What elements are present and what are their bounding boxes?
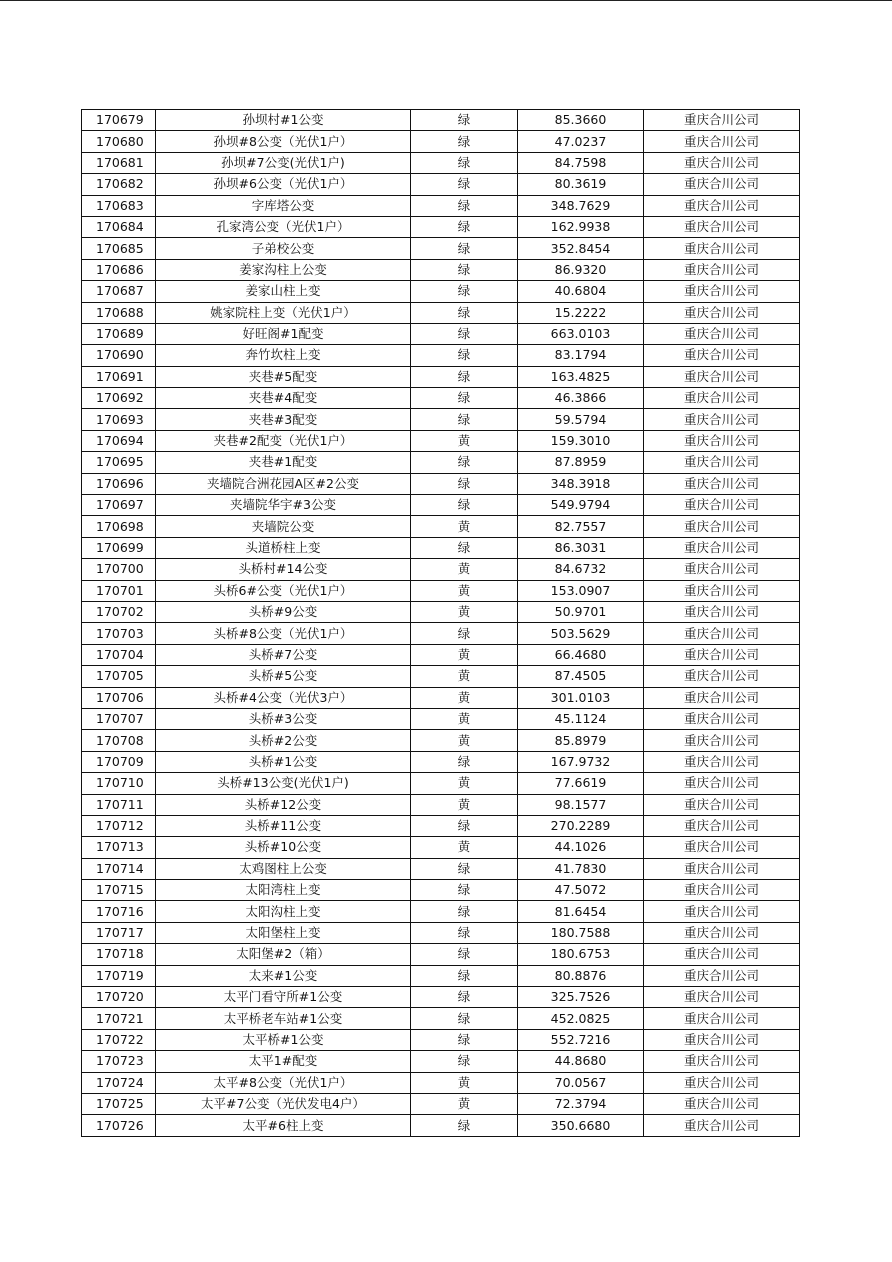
status-cell: 绿 [411, 944, 518, 965]
name-cell: 头桥#10公变 [156, 837, 411, 858]
status-cell: 绿 [411, 495, 518, 516]
name-cell: 子弟校公变 [156, 238, 411, 259]
company-cell: 重庆合川公司 [644, 302, 800, 323]
name-cell: 夹巷#4配变 [156, 388, 411, 409]
status-cell: 绿 [411, 751, 518, 772]
status-cell: 黄 [411, 666, 518, 687]
company-cell: 重庆合川公司 [644, 110, 800, 131]
value-cell: 77.6619 [518, 773, 644, 794]
id-cell: 170680 [82, 131, 156, 152]
value-cell: 59.5794 [518, 409, 644, 430]
status-cell: 绿 [411, 452, 518, 473]
name-cell: 夹巷#1配变 [156, 452, 411, 473]
name-cell: 头桥#7公变 [156, 644, 411, 665]
name-cell: 头桥#13公变(光伏1户) [156, 773, 411, 794]
company-cell: 重庆合川公司 [644, 1072, 800, 1093]
company-cell: 重庆合川公司 [644, 1115, 800, 1136]
status-cell: 黄 [411, 1072, 518, 1093]
table-row [82, 238, 800, 259]
name-cell: 头桥#2公变 [156, 730, 411, 751]
name-cell: 头桥#1公变 [156, 751, 411, 772]
table-row [82, 559, 800, 580]
id-cell: 170711 [82, 794, 156, 815]
value-cell: 163.4825 [518, 366, 644, 387]
id-cell: 170716 [82, 901, 156, 922]
id-cell: 170706 [82, 687, 156, 708]
company-cell: 重庆合川公司 [644, 281, 800, 302]
id-cell: 170701 [82, 580, 156, 601]
value-cell: 47.0237 [518, 131, 644, 152]
value-cell: 552.7216 [518, 1029, 644, 1050]
name-cell: 孔家湾公变（光伏1户） [156, 216, 411, 237]
table-row [82, 580, 800, 601]
value-cell: 85.8979 [518, 730, 644, 751]
status-cell: 绿 [411, 388, 518, 409]
status-cell: 绿 [411, 131, 518, 152]
name-cell: 字库塔公变 [156, 195, 411, 216]
table-row [82, 1008, 800, 1029]
table-row [82, 516, 800, 537]
company-cell: 重庆合川公司 [644, 1051, 800, 1072]
name-cell: 夹巷#2配变（光伏1户） [156, 430, 411, 451]
status-cell: 绿 [411, 323, 518, 344]
table-row [82, 110, 800, 131]
id-cell: 170700 [82, 559, 156, 580]
status-cell: 绿 [411, 922, 518, 943]
name-cell: 头桥#5公变 [156, 666, 411, 687]
status-cell: 绿 [411, 815, 518, 836]
name-cell: 夹巷#3配变 [156, 409, 411, 430]
company-cell: 重庆合川公司 [644, 858, 800, 879]
value-cell: 40.6804 [518, 281, 644, 302]
id-cell: 170715 [82, 880, 156, 901]
company-cell: 重庆合川公司 [644, 152, 800, 173]
value-cell: 350.6680 [518, 1115, 644, 1136]
name-cell: 太来#1公变 [156, 965, 411, 986]
table-row [82, 987, 800, 1008]
status-cell: 黄 [411, 644, 518, 665]
table-row [82, 174, 800, 195]
table-row [82, 1093, 800, 1114]
status-cell: 绿 [411, 302, 518, 323]
table-row [82, 495, 800, 516]
value-cell: 47.5072 [518, 880, 644, 901]
company-cell: 重庆合川公司 [644, 987, 800, 1008]
value-cell: 15.2222 [518, 302, 644, 323]
table-row [82, 858, 800, 879]
value-cell: 503.5629 [518, 623, 644, 644]
table-row [82, 837, 800, 858]
id-cell: 170705 [82, 666, 156, 687]
value-cell: 549.9794 [518, 495, 644, 516]
value-cell: 82.7557 [518, 516, 644, 537]
id-cell: 170719 [82, 965, 156, 986]
status-cell: 绿 [411, 901, 518, 922]
id-cell: 170698 [82, 516, 156, 537]
status-cell: 黄 [411, 1093, 518, 1114]
id-cell: 170722 [82, 1029, 156, 1050]
value-cell: 81.6454 [518, 901, 644, 922]
company-cell: 重庆合川公司 [644, 944, 800, 965]
table-row [82, 1072, 800, 1093]
id-cell: 170679 [82, 110, 156, 131]
table-row [82, 644, 800, 665]
company-cell: 重庆合川公司 [644, 430, 800, 451]
value-cell: 348.7629 [518, 195, 644, 216]
company-cell: 重庆合川公司 [644, 794, 800, 815]
id-cell: 170723 [82, 1051, 156, 1072]
table-row [82, 216, 800, 237]
table-row [82, 409, 800, 430]
company-cell: 重庆合川公司 [644, 666, 800, 687]
name-cell: 太平门看守所#1公变 [156, 987, 411, 1008]
status-cell: 绿 [411, 858, 518, 879]
value-cell: 41.7830 [518, 858, 644, 879]
status-cell: 绿 [411, 238, 518, 259]
name-cell: 头桥#11公变 [156, 815, 411, 836]
value-cell: 44.8680 [518, 1051, 644, 1072]
id-cell: 170725 [82, 1093, 156, 1114]
id-cell: 170704 [82, 644, 156, 665]
company-cell: 重庆合川公司 [644, 259, 800, 280]
id-cell: 170712 [82, 815, 156, 836]
name-cell: 太平桥老车站#1公变 [156, 1008, 411, 1029]
company-cell: 重庆合川公司 [644, 708, 800, 729]
value-cell: 352.8454 [518, 238, 644, 259]
table-row [82, 1051, 800, 1072]
company-cell: 重庆合川公司 [644, 837, 800, 858]
value-cell: 84.6732 [518, 559, 644, 580]
company-cell: 重庆合川公司 [644, 195, 800, 216]
name-cell: 奔竹坎柱上变 [156, 345, 411, 366]
company-cell: 重庆合川公司 [644, 473, 800, 494]
table-row [82, 259, 800, 280]
value-cell: 87.4505 [518, 666, 644, 687]
company-cell: 重庆合川公司 [644, 580, 800, 601]
table-row [82, 323, 800, 344]
value-cell: 301.0103 [518, 687, 644, 708]
value-cell: 270.2289 [518, 815, 644, 836]
company-cell: 重庆合川公司 [644, 495, 800, 516]
id-cell: 170724 [82, 1072, 156, 1093]
name-cell: 头桥村#14公变 [156, 559, 411, 580]
value-cell: 66.4680 [518, 644, 644, 665]
company-cell: 重庆合川公司 [644, 644, 800, 665]
status-cell: 黄 [411, 708, 518, 729]
value-cell: 325.7526 [518, 987, 644, 1008]
company-cell: 重庆合川公司 [644, 751, 800, 772]
table-row [82, 751, 800, 772]
value-cell: 80.3619 [518, 174, 644, 195]
id-cell: 170683 [82, 195, 156, 216]
table-row [82, 302, 800, 323]
id-cell: 170697 [82, 495, 156, 516]
id-cell: 170702 [82, 601, 156, 622]
value-cell: 80.8876 [518, 965, 644, 986]
name-cell: 孙坝村#1公变 [156, 110, 411, 131]
id-cell: 170687 [82, 281, 156, 302]
status-cell: 绿 [411, 152, 518, 173]
table-row [82, 623, 800, 644]
value-cell: 180.6753 [518, 944, 644, 965]
id-cell: 170695 [82, 452, 156, 473]
status-cell: 绿 [411, 1029, 518, 1050]
id-cell: 170710 [82, 773, 156, 794]
table-row [82, 366, 800, 387]
status-cell: 黄 [411, 794, 518, 815]
id-cell: 170694 [82, 430, 156, 451]
value-cell: 162.9938 [518, 216, 644, 237]
status-cell: 绿 [411, 110, 518, 131]
id-cell: 170726 [82, 1115, 156, 1136]
id-cell: 170717 [82, 922, 156, 943]
id-cell: 170692 [82, 388, 156, 409]
name-cell: 夹墙院华宇#3公变 [156, 495, 411, 516]
company-cell: 重庆合川公司 [644, 323, 800, 344]
status-cell: 绿 [411, 1008, 518, 1029]
name-cell: 太阳湾柱上变 [156, 880, 411, 901]
company-cell: 重庆合川公司 [644, 537, 800, 558]
name-cell: 孙坝#8公变（光伏1户） [156, 131, 411, 152]
id-cell: 170684 [82, 216, 156, 237]
id-cell: 170696 [82, 473, 156, 494]
id-cell: 170690 [82, 345, 156, 366]
status-cell: 绿 [411, 537, 518, 558]
id-cell: 170685 [82, 238, 156, 259]
name-cell: 头桥6#公变（光伏1户） [156, 580, 411, 601]
value-cell: 45.1124 [518, 708, 644, 729]
table-row [82, 345, 800, 366]
company-cell: 重庆合川公司 [644, 901, 800, 922]
table-row [82, 473, 800, 494]
table-row [82, 880, 800, 901]
id-cell: 170713 [82, 837, 156, 858]
name-cell: 夹墙院合洲花园A区#2公变 [156, 473, 411, 494]
name-cell: 头桥#3公变 [156, 708, 411, 729]
status-cell: 黄 [411, 430, 518, 451]
id-cell: 170691 [82, 366, 156, 387]
name-cell: 好旺阁#1配变 [156, 323, 411, 344]
name-cell: 太平#8公变（光伏1户） [156, 1072, 411, 1093]
id-cell: 170703 [82, 623, 156, 644]
status-cell: 绿 [411, 1115, 518, 1136]
company-cell: 重庆合川公司 [644, 238, 800, 259]
value-cell: 44.1026 [518, 837, 644, 858]
company-cell: 重庆合川公司 [644, 216, 800, 237]
name-cell: 姚家院柱上变（光伏1户） [156, 302, 411, 323]
table-row [82, 773, 800, 794]
company-cell: 重庆合川公司 [644, 880, 800, 901]
status-cell: 绿 [411, 965, 518, 986]
table-row [82, 708, 800, 729]
name-cell: 孙坝#7公变(光伏1户) [156, 152, 411, 173]
company-cell: 重庆合川公司 [644, 174, 800, 195]
company-cell: 重庆合川公司 [644, 815, 800, 836]
status-cell: 绿 [411, 1051, 518, 1072]
company-cell: 重庆合川公司 [644, 601, 800, 622]
table-row [82, 131, 800, 152]
value-cell: 87.8959 [518, 452, 644, 473]
id-cell: 170707 [82, 708, 156, 729]
name-cell: 夹墙院公变 [156, 516, 411, 537]
table-row [82, 794, 800, 815]
company-cell: 重庆合川公司 [644, 366, 800, 387]
company-cell: 重庆合川公司 [644, 452, 800, 473]
status-cell: 黄 [411, 580, 518, 601]
status-cell: 绿 [411, 366, 518, 387]
table-row [82, 537, 800, 558]
id-cell: 170693 [82, 409, 156, 430]
company-cell: 重庆合川公司 [644, 1029, 800, 1050]
value-cell: 180.7588 [518, 922, 644, 943]
table-row [82, 730, 800, 751]
status-cell: 绿 [411, 880, 518, 901]
company-cell: 重庆合川公司 [644, 131, 800, 152]
value-cell: 98.1577 [518, 794, 644, 815]
status-cell: 黄 [411, 773, 518, 794]
table-row [82, 944, 800, 965]
name-cell: 姜家山柱上变 [156, 281, 411, 302]
table-row [82, 281, 800, 302]
value-cell: 83.1794 [518, 345, 644, 366]
name-cell: 头桥#4公变（光伏3户） [156, 687, 411, 708]
id-cell: 170708 [82, 730, 156, 751]
table-row [82, 430, 800, 451]
company-cell: 重庆合川公司 [644, 409, 800, 430]
id-cell: 170709 [82, 751, 156, 772]
company-cell: 重庆合川公司 [644, 687, 800, 708]
value-cell: 70.0567 [518, 1072, 644, 1093]
name-cell: 头道桥柱上变 [156, 537, 411, 558]
value-cell: 452.0825 [518, 1008, 644, 1029]
name-cell: 头桥#9公变 [156, 601, 411, 622]
value-cell: 167.9732 [518, 751, 644, 772]
id-cell: 170689 [82, 323, 156, 344]
name-cell: 太平#7公变（光伏发电4户） [156, 1093, 411, 1114]
table-row [82, 152, 800, 173]
status-cell: 绿 [411, 473, 518, 494]
status-cell: 绿 [411, 259, 518, 280]
status-cell: 黄 [411, 837, 518, 858]
name-cell: 太平1#配变 [156, 1051, 411, 1072]
company-cell: 重庆合川公司 [644, 345, 800, 366]
table-row [82, 965, 800, 986]
value-cell: 348.3918 [518, 473, 644, 494]
name-cell: 头桥#8公变（光伏1户） [156, 623, 411, 644]
name-cell: 头桥#12公变 [156, 794, 411, 815]
name-cell: 太阳沟柱上变 [156, 901, 411, 922]
value-cell: 50.9701 [518, 601, 644, 622]
id-cell: 170721 [82, 1008, 156, 1029]
table-row [82, 666, 800, 687]
status-cell: 黄 [411, 516, 518, 537]
name-cell: 太阳堡#2（箱） [156, 944, 411, 965]
company-cell: 重庆合川公司 [644, 623, 800, 644]
company-cell: 重庆合川公司 [644, 965, 800, 986]
name-cell: 太阳堡柱上变 [156, 922, 411, 943]
company-cell: 重庆合川公司 [644, 516, 800, 537]
table-row [82, 901, 800, 922]
status-cell: 黄 [411, 559, 518, 580]
transformer-table [81, 109, 800, 1137]
table-row [82, 1029, 800, 1050]
status-cell: 绿 [411, 195, 518, 216]
status-cell: 绿 [411, 345, 518, 366]
table-row [82, 601, 800, 622]
id-cell: 170699 [82, 537, 156, 558]
status-cell: 绿 [411, 174, 518, 195]
company-cell: 重庆合川公司 [644, 1008, 800, 1029]
id-cell: 170688 [82, 302, 156, 323]
value-cell: 86.3031 [518, 537, 644, 558]
status-cell: 绿 [411, 987, 518, 1008]
status-cell: 绿 [411, 623, 518, 644]
value-cell: 84.7598 [518, 152, 644, 173]
name-cell: 姜家沟柱上公变 [156, 259, 411, 280]
table-row [82, 388, 800, 409]
company-cell: 重庆合川公司 [644, 559, 800, 580]
name-cell: 夹巷#5配变 [156, 366, 411, 387]
id-cell: 170720 [82, 987, 156, 1008]
name-cell: 孙坝#6公变（光伏1户） [156, 174, 411, 195]
table-row [82, 922, 800, 943]
table-row [82, 687, 800, 708]
company-cell: 重庆合川公司 [644, 730, 800, 751]
id-cell: 170682 [82, 174, 156, 195]
status-cell: 黄 [411, 601, 518, 622]
company-cell: 重庆合川公司 [644, 922, 800, 943]
id-cell: 170681 [82, 152, 156, 173]
status-cell: 绿 [411, 281, 518, 302]
value-cell: 72.3794 [518, 1093, 644, 1114]
value-cell: 663.0103 [518, 323, 644, 344]
table-row [82, 195, 800, 216]
value-cell: 85.3660 [518, 110, 644, 131]
company-cell: 重庆合川公司 [644, 773, 800, 794]
id-cell: 170686 [82, 259, 156, 280]
status-cell: 绿 [411, 409, 518, 430]
table-row [82, 815, 800, 836]
value-cell: 86.9320 [518, 259, 644, 280]
status-cell: 黄 [411, 687, 518, 708]
id-cell: 170718 [82, 944, 156, 965]
status-cell: 黄 [411, 730, 518, 751]
status-cell: 绿 [411, 216, 518, 237]
name-cell: 太平桥#1公变 [156, 1029, 411, 1050]
id-cell: 170714 [82, 858, 156, 879]
company-cell: 重庆合川公司 [644, 1093, 800, 1114]
table-row [82, 1115, 800, 1136]
value-cell: 153.0907 [518, 580, 644, 601]
table-row [82, 452, 800, 473]
value-cell: 46.3866 [518, 388, 644, 409]
value-cell: 159.3010 [518, 430, 644, 451]
company-cell: 重庆合川公司 [644, 388, 800, 409]
name-cell: 太平#6柱上变 [156, 1115, 411, 1136]
name-cell: 太鸡图柱上公变 [156, 858, 411, 879]
